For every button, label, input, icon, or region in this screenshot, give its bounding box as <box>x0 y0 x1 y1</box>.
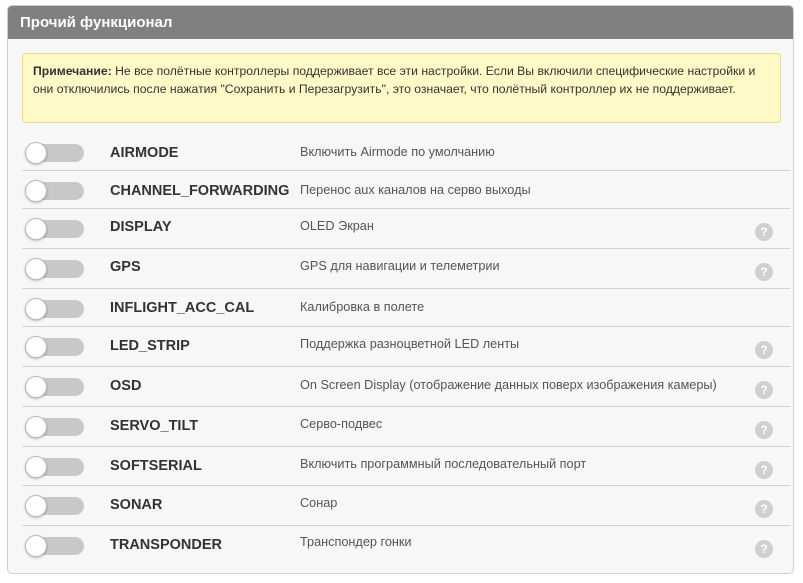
toggle-knob <box>25 495 47 517</box>
feature-description: On Screen Display (отображение данных поверх изображения камеры) <box>300 378 717 392</box>
feature-name: AIRMODE <box>110 145 179 161</box>
note-label: Примечание: <box>33 64 112 78</box>
panel-title: Прочий функционал <box>8 6 793 39</box>
feature-row-display <box>22 209 790 249</box>
feature-description: Перенос aux каналов на серво выходы <box>300 183 531 197</box>
help-icon[interactable]: ? <box>755 500 773 518</box>
help-icon[interactable]: ? <box>755 223 773 241</box>
feature-name: TRANSPONDER <box>110 537 222 553</box>
feature-toggle[interactable] <box>26 497 84 515</box>
help-icon[interactable]: ? <box>755 381 773 399</box>
help-icon[interactable]: ? <box>755 421 773 439</box>
feature-toggle[interactable] <box>26 378 84 396</box>
compatibility-note <box>22 53 781 123</box>
feature-name: LED_STRIP <box>110 338 190 354</box>
feature-description: Сонар <box>300 496 338 510</box>
feature-row-servo-tilt <box>22 407 790 447</box>
help-icon[interactable]: ? <box>755 461 773 479</box>
feature-row-osd <box>22 367 790 407</box>
other-features-panel <box>7 5 794 574</box>
feature-name: SERVO_TILT <box>110 418 199 434</box>
feature-description: Серво-подвес <box>300 417 383 431</box>
feature-name: CHANNEL_FORWARDING <box>110 183 290 199</box>
feature-description: Включить Airmode по умолчанию <box>300 145 495 159</box>
feature-row-channel-forwarding <box>22 171 790 209</box>
feature-name: INFLIGHT_ACC_CAL <box>110 300 255 316</box>
toggle-knob <box>25 258 47 280</box>
help-icon[interactable]: ? <box>755 540 773 558</box>
feature-name: GPS <box>110 259 141 275</box>
feature-row-transponder <box>22 526 790 563</box>
help-icon[interactable]: ? <box>755 341 773 359</box>
feature-toggle[interactable] <box>26 300 84 318</box>
toggle-knob <box>25 298 47 320</box>
feature-row-sonar <box>22 486 790 526</box>
toggle-knob <box>25 416 47 438</box>
feature-description: GPS для навигации и телеметрии <box>300 259 500 273</box>
feature-description: Поддержка разноцветной LED ленты <box>300 337 520 351</box>
feature-row-airmode <box>22 133 790 171</box>
feature-toggle[interactable] <box>26 220 84 238</box>
feature-toggle[interactable] <box>26 418 84 436</box>
feature-row-gps <box>22 249 790 289</box>
feature-toggle[interactable] <box>26 537 84 555</box>
toggle-knob <box>25 218 47 240</box>
toggle-knob <box>25 376 47 398</box>
feature-description: Транспондер гонки <box>300 535 412 549</box>
feature-description: OLED Экран <box>300 219 374 233</box>
feature-row-led-strip <box>22 327 790 367</box>
feature-row-softserial <box>22 447 790 486</box>
toggle-knob <box>25 180 47 202</box>
feature-name: OSD <box>110 378 142 394</box>
toggle-knob <box>25 456 47 478</box>
toggle-knob <box>25 142 47 164</box>
feature-row-inflight-acc-cal <box>22 289 790 327</box>
feature-list <box>22 133 790 563</box>
feature-description: Включить программный последовательный порт <box>300 457 587 471</box>
feature-name: SOFTSERIAL <box>110 458 202 474</box>
toggle-knob <box>25 535 47 557</box>
note-text: Не все полётные контроллеры поддерживает все эти настройки. Если Вы включили специфические настройки и они отключились после нажатия "Сохранить и Перезагрузить", это означает, что полётный контроллер их не поддерживает. <box>33 64 756 96</box>
feature-name: SONAR <box>110 497 163 513</box>
toggle-knob <box>25 336 47 358</box>
feature-toggle[interactable] <box>26 458 84 476</box>
feature-name: DISPLAY <box>110 219 172 235</box>
help-icon[interactable]: ? <box>755 263 773 281</box>
feature-description: Калибровка в полете <box>300 300 425 314</box>
feature-toggle[interactable] <box>26 182 84 200</box>
feature-toggle[interactable] <box>26 338 84 356</box>
feature-toggle[interactable] <box>26 144 84 162</box>
feature-toggle[interactable] <box>26 260 84 278</box>
